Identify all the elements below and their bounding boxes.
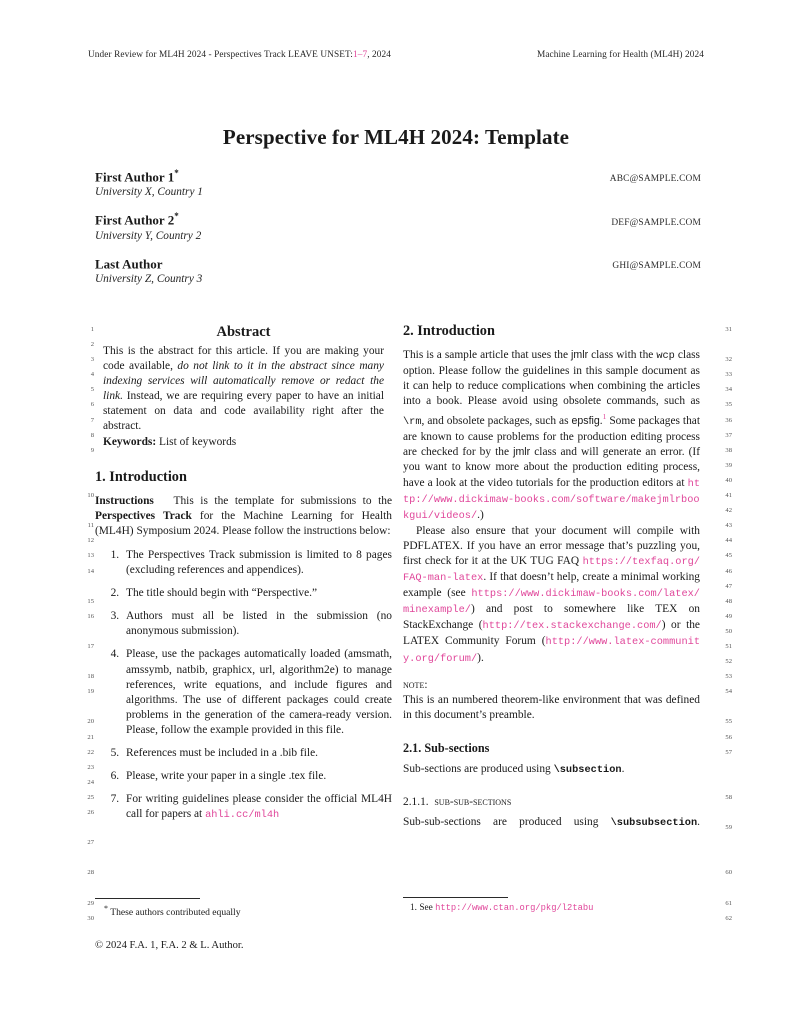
instructions-text-a: This is the template for submissions to the [173, 494, 392, 507]
right-paragraph-2 [403, 524, 700, 667]
line-number: 27 [87, 839, 94, 847]
right-column [403, 322, 700, 846]
line-number: 4 [90, 371, 94, 379]
line-number: 44 [725, 537, 732, 545]
author-equal-contrib-marker: * [174, 211, 179, 222]
dickimaw-videos-link[interactable]: http://www.dickimaw-books.com/software/makejmlrbookgui/videos/ [403, 477, 700, 522]
p2-text-e: on StackExchange ( [403, 603, 700, 632]
line-number: 49 [725, 612, 732, 620]
line-number: 52 [725, 658, 732, 666]
line-number: 57 [725, 748, 732, 756]
line-number: 55 [725, 718, 732, 726]
line-number: 22 [87, 748, 94, 756]
footnote-rule-right [403, 897, 508, 898]
line-number: 45 [725, 552, 732, 560]
p1-text-a: This is a sample article that uses the [403, 349, 572, 361]
author-affiliation: University Y, Country 2 [95, 229, 202, 242]
jmlr-class-name: jmlr [571, 349, 589, 361]
instructions-list [95, 548, 392, 823]
line-number: 16 [87, 612, 94, 620]
footnote-marker-1[interactable]: 1 [602, 412, 607, 422]
footnote-right-text [403, 903, 703, 913]
running-header [88, 50, 704, 60]
subsection-paragraph [403, 762, 700, 778]
line-number: 20 [87, 718, 94, 726]
line-number: 46 [725, 567, 732, 575]
perspectives-track-bold: Perspectives Track [95, 509, 192, 522]
line-number: 18 [87, 673, 94, 681]
line-number: 26 [87, 809, 94, 816]
author-name [95, 211, 179, 228]
line-number: 6 [90, 401, 94, 409]
p2-text-d: ) and post to somewhere like [470, 603, 656, 616]
author-name-text: First Author 2 [95, 212, 175, 228]
p2-text-a: Please also ensure that your document will compile with PDF [403, 524, 700, 552]
line-number: 58 [725, 793, 732, 801]
p1-text-d: , and obsolete packages, such as [421, 415, 572, 428]
line-number: 41 [725, 492, 732, 500]
footnote-asterisk-marker: * [104, 904, 108, 913]
line-number: 36 [725, 416, 732, 424]
footnote-area-right [403, 897, 703, 913]
texfaq-link[interactable]: https://texfaq.org/FAQ-man-latex [403, 556, 700, 585]
p1-text-c: class option. Please follow the guidelines in this sample document as it can help to reduce complications when combining the articles into a book. Please avoid using obsolete commands, such as [403, 349, 700, 408]
line-number: 15 [87, 597, 94, 605]
author-entry [95, 255, 701, 285]
wcp-option-name: wcp [656, 350, 675, 362]
stackexchange-link[interactable]: http://tex.stackexchange.com/ [482, 620, 662, 633]
keywords-line [95, 435, 392, 450]
keywords-value: List of keywords [159, 435, 237, 448]
list-item-7-text: For writing guidelines please consider the official ML4H call for papers at [126, 793, 392, 821]
running-header-right: Machine Learning for Health (ML4H) 2024 [536, 50, 704, 60]
author-name [95, 255, 163, 272]
list-item [122, 792, 392, 823]
note-label: note: [403, 678, 428, 691]
subsection-heading-sub-sections: 2.1. Sub-sections [403, 740, 490, 755]
note-body: This is an numbered theorem-like environment that was defined in this document’s preamble. [403, 693, 700, 721]
line-number: 33 [725, 371, 732, 379]
copyright-notice: © 2024 F.A. 1, F.A. 2 & L. Author. [95, 940, 244, 951]
line-number: 24 [87, 778, 94, 786]
footnote-left-text [95, 904, 395, 918]
author-entry [95, 211, 701, 241]
line-number: 62 [725, 914, 732, 922]
line-number: 47 [725, 582, 732, 590]
epsfig-package-name: epsfig [571, 415, 600, 428]
line-number: 37 [725, 431, 732, 439]
list-item: 5. References must be included in a .bib file. [122, 746, 392, 761]
p2-text-c: . If that doesn’t help, create a minimal working example (see [403, 571, 700, 600]
left-column [95, 322, 392, 831]
right-paragraph-1: This is a sample article that uses the jmlr class with the wcp class option. Please follow the guidelines in this sample document as it can help to reduce complications when combining the articles into a book. Please avoid using obsolete commands, such as \rm, and obsolete packages, such as epsfig.$^1$ Some packages that are known to cause problems for the production editing process are checked for by the jmlr class and will generate an error. (If you want to know more about the production editing process, have a look at the video tutorials for the production editors at http://www.dickimaw-books.com/software/makejmlrbookgui/videos/.) [403, 349, 701, 522]
author-email[interactable]: ABC@SAMPLE.COM [609, 174, 701, 185]
author-equal-contrib-marker: * [174, 168, 179, 178]
subsubsection-command: \subsubsection [610, 817, 698, 830]
line-number: 13 [87, 552, 94, 560]
author-block [95, 168, 701, 298]
line-number: 14 [87, 567, 94, 575]
author-name-text: First Author 1 [95, 169, 175, 185]
line-number: 38 [725, 446, 732, 454]
line-number: 51 [725, 642, 732, 650]
list-item: 2. The title should begin with “Perspective.” [122, 586, 392, 601]
line-number: 29 [87, 899, 94, 907]
ctan-l2tabu-link[interactable]: http://www.ctan.org/pkg/l2tabu [435, 903, 594, 913]
line-number: 19 [87, 688, 94, 696]
p1-text-g: .) [477, 508, 484, 521]
line-number: 40 [725, 476, 732, 484]
line-number: 31 [725, 326, 732, 333]
abstract-heading: Abstract [216, 324, 271, 340]
p2-text-f: ) or the [661, 619, 700, 632]
line-number: 48 [725, 597, 732, 605]
pdflatex-logo: LATEX [423, 539, 460, 552]
author-entry [95, 168, 701, 198]
latex-community-link[interactable]: http://www.latex-community.org/forum/ [403, 636, 700, 665]
line-number: 2 [90, 341, 94, 349]
list-item: 6. Please, write your paper in a single .tex file. [122, 769, 392, 784]
instructions-label: Instructions [95, 494, 154, 507]
abstract-text-part-1: This is the abstract for this article. If you are making your code available, [103, 345, 384, 373]
subsub-text-a: Sub-sub-sections are produced using [403, 816, 611, 829]
subsubsection-paragraph [403, 815, 700, 846]
latex-logo-2: LATEX [403, 635, 440, 648]
subsubsection-title: sub-sub-sections [434, 796, 512, 809]
p2-text-g: Community Forum ( [439, 635, 546, 648]
line-number: 53 [725, 673, 732, 681]
abstract-text [95, 344, 392, 435]
line-number: 59 [725, 824, 732, 832]
list-item: 1. The Perspectives Track submission is limited to 8 pages (excluding references and appendices). [122, 548, 392, 578]
footnote-right-number: 1. [410, 903, 417, 913]
author-affiliation: University Z, Country 3 [95, 272, 203, 285]
note-label-line [403, 678, 700, 693]
list-item: 4. Please, use the packages automatically loaded (amsmath, amssymb, natbib, graphicx, url, algorithm2e) to manage references, write equations, and include figures and algorithms. The use of different packages could create problems in the generation of the camera-ready version. Please, follow the example provided in this file. [122, 647, 392, 738]
footnote-rule-left [95, 898, 200, 899]
instructions-text-b: for the Machine Learning for Health (ML4H) Symposium 2024. Please follow the instructions below: [95, 509, 393, 537]
paper-title: Perspective for ML4H 2024: Template [222, 125, 570, 149]
author-affiliation: University X, Country 1 [95, 186, 203, 199]
line-number: 56 [725, 733, 732, 741]
author-name [95, 168, 179, 185]
footnote-area-left [95, 898, 395, 918]
line-number: 25 [87, 793, 94, 801]
line-number: 7 [90, 416, 94, 424]
line-number: 8 [90, 431, 94, 439]
tex-logo: TEX [655, 603, 678, 616]
subsection-text-b: . [621, 762, 625, 775]
line-number: 54 [725, 688, 732, 696]
running-header-page-range[interactable]: 1–7 [352, 50, 368, 60]
rm-command: \rm [403, 416, 422, 429]
running-header-left [88, 50, 391, 60]
list-item: 3. Authors must all be listed in the submission (no anonymous submission). [122, 609, 392, 639]
subsection-text-a: Sub-sections are produced using [403, 762, 554, 775]
instructions-paragraph [95, 494, 392, 539]
line-number: 11 [87, 522, 94, 530]
section-heading-introduction-right: 2. Introduction [403, 323, 495, 339]
footnote-right-prefix: See [419, 903, 436, 913]
running-header-left-suffix: , 2024 [367, 50, 392, 60]
line-number: 1 [90, 326, 94, 333]
p1-text-e: Some packages that are known to cause problems for the production editing process are checked for by the [403, 415, 701, 459]
subsection-command: \subsection [553, 763, 622, 776]
author-email[interactable]: DEF@SAMPLE.COM [611, 217, 701, 228]
line-numbers-right-column [706, 322, 732, 926]
line-number: 28 [87, 869, 94, 877]
keywords-label: Keywords: [103, 435, 157, 448]
line-number: 43 [725, 522, 732, 530]
ml4h-call-for-papers-link[interactable]: ahli.cc/ml4h [205, 809, 280, 822]
line-number: 3 [90, 356, 94, 364]
footnote-left-body: These authors contributed equally [110, 907, 241, 919]
running-header-left-prefix: Under Review for ML4H 2024 - Perspectives Track LEAVE UNSET: [88, 50, 353, 60]
subsub-text-b: . [697, 816, 700, 829]
line-number: 21 [87, 733, 94, 741]
section-heading-introduction-left: 1. Introduction [95, 468, 187, 485]
line-number: 42 [725, 507, 732, 515]
p1-text-b: class with the [588, 349, 657, 361]
line-number: 61 [725, 899, 732, 907]
minexample-link[interactable]: https://www.dickimaw-books.com/latex/minexample/ [403, 588, 700, 617]
line-number: 32 [725, 356, 732, 364]
jmlr-class-name-2: jmlr [513, 446, 531, 459]
p2-text-b: . If you have an error message that’s puzzling you, first check for it at the UK TUG FAQ [403, 539, 700, 568]
abstract-text-part-2: Instead, we are requiring every paper to have an initial statement on data and code availability right after the abstract. [103, 390, 384, 433]
line-number: 5 [90, 386, 94, 394]
line-number: 30 [87, 914, 94, 922]
line-number: 39 [725, 461, 732, 469]
line-number: 50 [725, 627, 732, 635]
line-number: 10 [87, 492, 94, 500]
line-number: 9 [90, 446, 94, 454]
abstract-text-italic: do not link to it in the abstract since many indexing services will automatically remove or redact the link. [103, 360, 384, 403]
line-number: 34 [725, 386, 732, 394]
line-numbers-left-column [68, 322, 94, 926]
author-email[interactable]: GHI@SAMPLE.COM [612, 260, 701, 271]
subsubsection-heading [403, 794, 700, 810]
line-number: 35 [725, 401, 732, 409]
line-number: 60 [725, 869, 732, 877]
author-name-text: Last Author [95, 255, 163, 271]
line-number: 23 [87, 763, 94, 771]
line-number: 17 [87, 642, 94, 650]
subsubsection-number: 2.1.1. [403, 796, 429, 809]
p1-text-f: class and will generate an error. (If you want to know more about the production editing process, have a look at the video tutorials for the production editors at [403, 446, 700, 489]
line-number: 12 [87, 537, 94, 545]
p2-text-h: ). [477, 651, 484, 664]
